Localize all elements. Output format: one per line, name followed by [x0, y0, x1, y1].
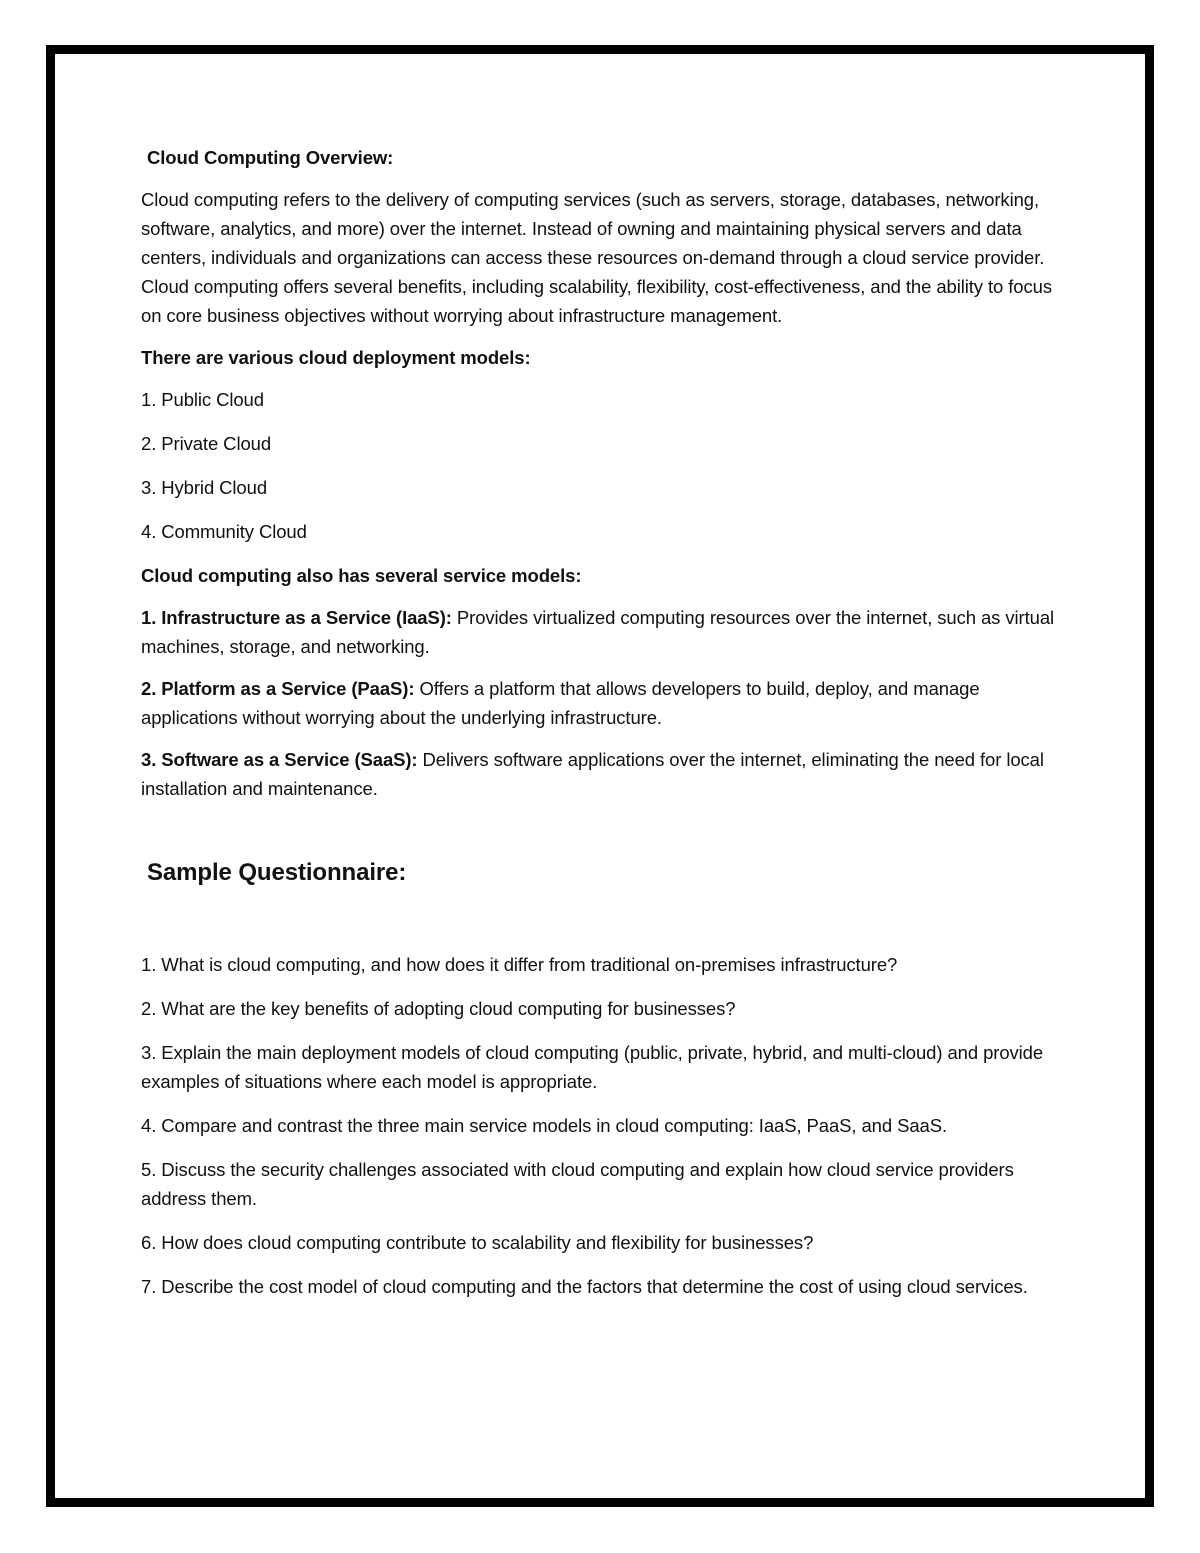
service-item-iaas: [141, 603, 1066, 661]
question-item: 5. Discuss the security challenges associated with cloud computing and explain how cloud service providers address them.: [141, 1159, 1014, 1209]
question-item: 2. What are the key benefits of adopting cloud computing for businesses?: [141, 998, 736, 1019]
deployment-heading: There are various cloud deployment models:: [141, 347, 531, 368]
deployment-item-community: 4. Community Cloud: [141, 521, 307, 542]
deployment-item-public: 1. Public Cloud: [141, 389, 264, 410]
question-item: 6. How does cloud computing contribute to scalability and flexibility for businesses?: [141, 1232, 814, 1253]
service-desc: Provides virtualized computing resources over the internet, such as virtual machines, storage, and networking.: [141, 607, 1055, 657]
deployment-item-hybrid: 3. Hybrid Cloud: [141, 477, 268, 498]
question-list: [141, 950, 1066, 1301]
service-term: 2. Platform as a Service (PaaS):: [141, 678, 415, 699]
question-item: 7. Describe the cost model of cloud computing and the factors that determine the cost of using cloud services.: [141, 1276, 1028, 1297]
question-item: 4. Compare and contrast the three main service models in cloud computing: IaaS, PaaS, and SaaS.: [141, 1115, 947, 1136]
service-desc: Delivers software applications over the internet, eliminating the need for local installation and maintenance.: [141, 749, 1044, 799]
questionnaire-title: Sample Questionnaire:: [147, 859, 407, 886]
service-heading: Cloud computing also has several service models:: [141, 565, 582, 586]
service-term: 1. Infrastructure as a Service (IaaS):: [141, 607, 452, 628]
service-desc: Offers a platform that allows developers to build, deploy, and manage applications without worrying about the underlying infrastructure.: [141, 678, 980, 728]
overview-paragraph: Cloud computing refers to the delivery of computing services (such as servers, storage, databases, networking, software, analytics, and more) over the internet. Instead of owning and maintaining physical servers and data centers, individuals and organizations can access these resources on-demand through a cloud service provider. Cloud computing offers several benefits, including scalability, flexibility, cost-effectiveness, and the ability to focus on core business objectives without worrying about infrastructure management.: [141, 189, 1052, 326]
deployment-item-private: 2. Private Cloud: [141, 433, 272, 454]
service-item-saas: [141, 745, 1066, 803]
service-term: 3. Software as a Service (SaaS):: [141, 749, 418, 770]
document-body: [141, 143, 1066, 1316]
question-item: 3. Explain the main deployment models of cloud computing (public, private, hybrid, and multi-cloud) and provide examples of situations where each model is appropriate.: [141, 1042, 1044, 1092]
question-item: 1. What is cloud computing, and how does it differ from traditional on-premises infrastructure?: [141, 954, 898, 975]
service-item-paas: [141, 674, 1066, 732]
overview-heading: Cloud Computing Overview:: [147, 147, 394, 168]
